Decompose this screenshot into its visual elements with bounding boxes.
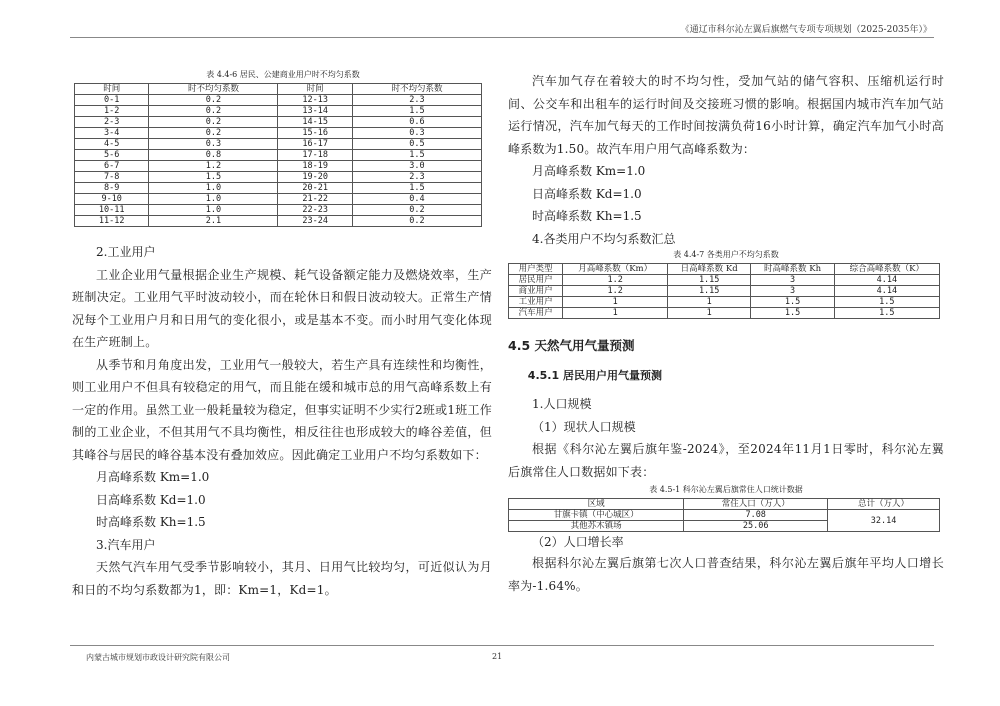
table-cell: 25.06 — [684, 521, 828, 532]
table-cell: 1.5 — [834, 297, 939, 308]
table-cell: 汽车用户 — [509, 308, 563, 319]
table-cell: 1.5 — [751, 297, 834, 308]
table-cell: 0-1 — [75, 95, 149, 106]
table-row — [75, 139, 482, 150]
table-cell: 工业用户 — [509, 297, 563, 308]
kd-line: 日高峰系数 Kd=1.0 — [96, 492, 206, 507]
table-cell: 22-23 — [278, 205, 352, 216]
table-row — [75, 183, 482, 194]
table-cell: 1.2 — [149, 161, 278, 172]
table-cell: 0.4 — [352, 194, 481, 205]
paragraph: 天然气汽车用气受季节影响较小，其月、日用气比较均匀，可近似认为月和日的不均匀系数都为1，即：Km=1，Kd=1。 — [72, 560, 492, 597]
table-cell: 居民用户 — [509, 275, 563, 286]
left-column — [72, 70, 492, 601]
table-cell: 1.0 — [149, 194, 278, 205]
table-cell: 9-10 — [75, 194, 149, 205]
footer-organization: 内蒙古城市规划市政设计研究院有限公司 — [86, 653, 230, 662]
subsection-heading: 4.5.1 居民用户用气量预测 — [527, 369, 662, 382]
table-cell: 1.0 — [149, 205, 278, 216]
table-header-cell: 月高峰系数（Km） — [563, 264, 668, 275]
table-row — [509, 297, 940, 308]
summary-heading: 4.各类用户不均匀系数汇总 — [532, 231, 676, 246]
table-cell: 0.6 — [352, 117, 481, 128]
table-header-cell: 时高峰系数 Kh — [751, 264, 834, 275]
table-cell: 1.0 — [149, 183, 278, 194]
page-number: 21 — [492, 652, 503, 661]
table-cell: 1 — [563, 297, 668, 308]
table-row — [509, 510, 940, 521]
table-cell: 17-18 — [278, 150, 352, 161]
table-cell: 1.5 — [834, 308, 939, 319]
table-cell: 0.2 — [149, 106, 278, 117]
table-cell: 11-12 — [75, 216, 149, 227]
table-cell: 1.5 — [352, 150, 481, 161]
table-cell: 0.5 — [352, 139, 481, 150]
table-cell: 其他苏木镇场 — [509, 521, 684, 532]
km-line: 月高峰系数 Km=1.0 — [96, 470, 210, 484]
table-cell: 0.8 — [149, 150, 278, 161]
table-cell: 1.5 — [352, 106, 481, 117]
table-cell: 1.2 — [563, 275, 668, 286]
table-cell: 2.1 — [149, 216, 278, 227]
table-row — [75, 205, 482, 216]
table-cell: 3-4 — [75, 128, 149, 139]
footer-rule — [70, 645, 934, 646]
table-cell: 4.14 — [834, 286, 939, 297]
table-cell: 3 — [751, 286, 834, 297]
table-header-cell: 用户类型 — [509, 264, 563, 275]
table-cell: 0.2 — [352, 216, 481, 227]
table-cell: 0.3 — [352, 128, 481, 139]
table-cell: 商业用户 — [509, 286, 563, 297]
table-row — [75, 172, 482, 183]
table-cell: 0.2 — [149, 128, 278, 139]
km-line: 月高峰系数 Km=1.0 — [532, 164, 646, 178]
car-heading: 3.汽车用户 — [96, 537, 156, 552]
paragraph: 工业企业用气量根据企业生产规模、耗气设备额定能力及燃烧效率，生产班制决定。工业用气平时波动较小，而在轮休日和假日波动较大。正常生产情况每个工业用户月和日用气的变化很小，或是基本不变。而小时用气变化体现在生产班制上。 — [72, 267, 492, 349]
table-cell: 10-11 — [75, 205, 149, 216]
table-cell: 1 — [668, 297, 751, 308]
table1-body — [75, 95, 482, 227]
current-population-heading: （1）现状人口规模 — [532, 419, 636, 434]
table-header-cell: 区域 — [509, 499, 684, 510]
table-cell: 3 — [751, 275, 834, 286]
table-row — [75, 106, 482, 117]
table-cell: 21-22 — [278, 194, 352, 205]
table-row — [75, 216, 482, 227]
table-cell: 1.2 — [563, 286, 668, 297]
table-row — [75, 161, 482, 172]
table-cell: 18-19 — [278, 161, 352, 172]
table-header-row — [75, 84, 482, 95]
table-cell: 2.3 — [352, 95, 481, 106]
table-cell: 15-16 — [278, 128, 352, 139]
table-cell: 7-8 — [75, 172, 149, 183]
table-cell: 6-7 — [75, 161, 149, 172]
table-header-cell: 时间 — [75, 84, 149, 95]
table-cell: 4.14 — [834, 275, 939, 286]
table-row — [75, 150, 482, 161]
right-column — [508, 70, 944, 597]
kd-line: 日高峰系数 Kd=1.0 — [532, 186, 642, 201]
table1-caption: 表 4.4-6 居民、公建商业用户时不均匀系数 — [206, 70, 360, 79]
table-cell: 1-2 — [75, 106, 149, 117]
table-row — [75, 194, 482, 205]
table-header-cell: 时不均匀系数 — [352, 84, 481, 95]
paragraph: 汽车加气存在着较大的时不均匀性，受加气站的储气容积、压缩机运行时间、公交车和出租车的运行时间及交接班习惯的影响。根据国内城市汽车加气站运行情况，汽车加气每天的工作时间按满负荷16小时计算，确定汽车加气小时高峰系数为1.50。故汽车用户用气高峰系数为： — [508, 74, 944, 156]
table-row — [509, 308, 940, 319]
total-cell: 32.14 — [828, 510, 940, 532]
kh-line: 时高峰系数 Kh=1.5 — [532, 209, 642, 223]
table-cell: 13-14 — [278, 106, 352, 117]
table2-caption: 表 4.4-7 各类用户不均匀系数 — [673, 250, 779, 259]
table-row — [509, 286, 940, 297]
table-row — [75, 128, 482, 139]
table-header-cell: 常住人口（万人） — [684, 499, 828, 510]
table-header-cell: 综合高峰系数（K） — [834, 264, 939, 275]
table-cell: 19-20 — [278, 172, 352, 183]
table-row — [75, 95, 482, 106]
table-cell: 0.3 — [149, 139, 278, 150]
table-cell: 8-9 — [75, 183, 149, 194]
population-heading: 1.人口规模 — [532, 397, 592, 411]
hourly-coefficient-table — [74, 83, 482, 227]
table-cell: 5-6 — [75, 150, 149, 161]
table-row — [75, 117, 482, 128]
table-header-cell: 日高峰系数 Kd — [668, 264, 751, 275]
paragraph: 从季节和月角度出发，工业用气一般较大，若生产具有连续性和均衡性，则工业用户不但具有较稳定的用气，而且能在缓和城市总的用气高峰系数上有一定的作用。虽然工业一般耗量较为稳定，但事实证明不少实行2班或1班工作制的工业企业，不但其用气不具均衡性，相反往往也形成较大的峰谷差值，但其峰谷与居民的峰谷基本没有叠加效应。因此确定工业用户不均匀系数如下： — [72, 357, 492, 462]
table-cell: 12-13 — [278, 95, 352, 106]
table-row — [509, 275, 940, 286]
table-header-cell: 总计（万人） — [828, 499, 940, 510]
table-header-row — [509, 264, 940, 275]
population-table — [508, 498, 940, 532]
paragraph: 根据《科尔沁左翼后旗年鉴-2024》，至2024年11月1日零时，科尔沁左翼后旗常住人口数据如下表： — [508, 442, 944, 479]
table-cell: 23-24 — [278, 216, 352, 227]
table-header-row — [509, 499, 940, 510]
table-header-cell: 时间 — [278, 84, 352, 95]
growth-heading: （2）人口增长率 — [532, 535, 624, 549]
industrial-heading: 2.工业用户 — [96, 245, 156, 259]
table-cell: 1.5 — [149, 172, 278, 183]
table-cell: 1.15 — [668, 275, 751, 286]
table-cell: 1 — [668, 308, 751, 319]
section-heading: 4.5 天然气用气量预测 — [508, 338, 635, 353]
table2-body — [509, 275, 940, 319]
table-cell: 1.5 — [352, 183, 481, 194]
coefficient-summary-table — [508, 263, 940, 319]
table-cell: 1.5 — [751, 308, 834, 319]
header-rule — [70, 37, 934, 38]
table-cell: 3.0 — [352, 161, 481, 172]
header-title: 《通辽市科尔沁左翼后旗燃气专项专项规划（2025-2035年）》 — [680, 25, 932, 35]
table-cell: 0.2 — [149, 117, 278, 128]
table-cell: 1 — [563, 308, 668, 319]
table-cell: 16-17 — [278, 139, 352, 150]
table-cell: 甘旗卡镇（中心城区） — [509, 510, 684, 521]
table3-caption: 表 4.5-1 科尔沁左翼后旗常住人口统计数据 — [649, 485, 803, 494]
kh-line: 时高峰系数 Kh=1.5 — [96, 515, 206, 529]
paragraph: 根据科尔沁左翼后旗第七次人口普查结果，科尔沁左翼后旗年平均人口增长率为-1.64%。 — [508, 556, 944, 593]
table-cell: 2-3 — [75, 117, 149, 128]
table-cell: 2.3 — [352, 172, 481, 183]
table-cell: 0.2 — [149, 95, 278, 106]
table-cell: 1.15 — [668, 286, 751, 297]
table-cell: 20-21 — [278, 183, 352, 194]
table-cell: 0.2 — [352, 205, 481, 216]
table-cell: 4-5 — [75, 139, 149, 150]
table-cell: 14-15 — [278, 117, 352, 128]
table-header-cell: 时不均匀系数 — [149, 84, 278, 95]
table-cell: 7.08 — [684, 510, 828, 521]
